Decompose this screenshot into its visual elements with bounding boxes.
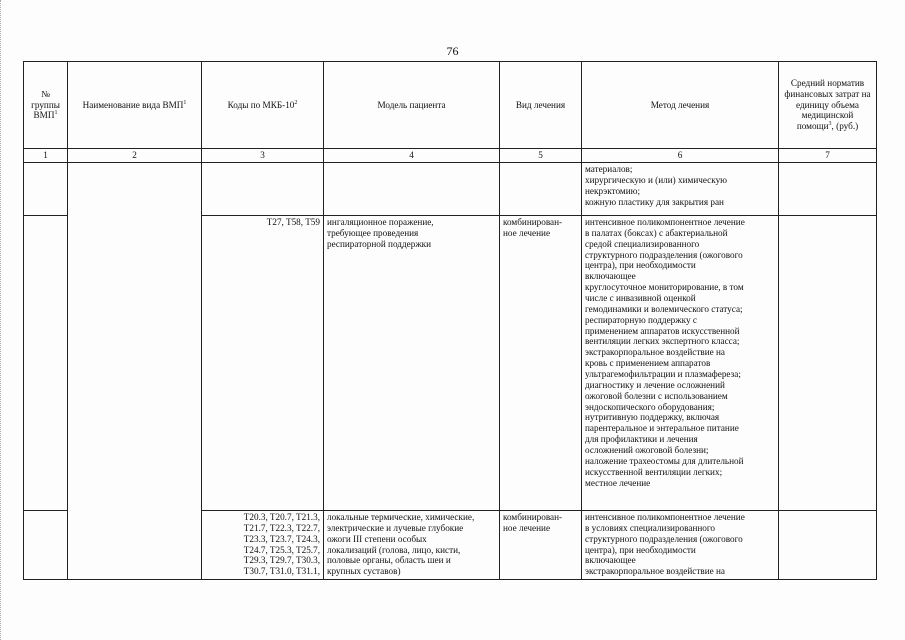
cell-text-line: хирургическую и (или) химическую <box>585 174 728 185</box>
cell-text-line: T20.3, T20.7, T21.3, <box>243 512 320 522</box>
header-patient-model: Модель пациента <box>324 62 500 149</box>
cell-text-line: половые органы, область шеи и <box>327 555 451 566</box>
treatment-type-cell <box>500 511 582 580</box>
cell-text-line: гемодинамики и волемического статуса; <box>585 303 743 314</box>
cell-text-line: в условиях специализированного <box>585 522 716 533</box>
cost-norm-cell <box>779 216 877 511</box>
cell-text-line: диагностику и лечение осложнений <box>585 379 725 390</box>
cell-text-line: осложнений ожоговой болезни; <box>585 445 709 456</box>
cell-text-line: средой специализированного <box>585 238 700 249</box>
cell-text-line: в палатах (боксах) с абактериальной <box>585 227 728 238</box>
cell-text-line: кровь с применением аппаратов <box>585 358 711 369</box>
treatment-method-cell <box>582 163 779 216</box>
cell-text-line: электрические и лучевые глубокие <box>327 522 464 533</box>
group-number-cell <box>24 216 68 511</box>
cell-text-line: экстракорпоральное воздействие на <box>585 566 725 577</box>
cell-text-line: материалов; <box>585 164 633 174</box>
cell-text-line: применением аппаратов искусственной <box>585 325 740 336</box>
cell-text-line: ультрагемофильтрации и плазмафереза; <box>585 369 741 380</box>
cell-text-line: T30.7, T31.0, T31.1, <box>243 566 320 577</box>
patient-model-cell <box>324 216 500 511</box>
header-vmp-name: Наименование вида ВМП$^1$ <box>68 62 202 149</box>
column-number: 2 <box>68 149 202 163</box>
column-number: 1 <box>24 149 68 163</box>
cell-text-line: структурного подразделения (ожогового <box>585 249 743 260</box>
cell-text-line: интенсивное поликомпонентное лечение <box>585 217 745 227</box>
header-treatment-method: Метод лечения <box>582 62 779 149</box>
treatment-method-cell <box>582 511 779 580</box>
cell-text-line: T27, T58, T59 <box>266 217 320 227</box>
cell-text-line: требующее проведения <box>327 227 419 238</box>
cell-text-line: местное лечение <box>585 477 651 488</box>
cell-text-line: искусственной вентиляции легких; <box>585 466 723 477</box>
cell-text-line: парентеральное и энтеральное питание <box>585 423 739 434</box>
header-icd-codes: Коды по МКБ-$10^2$ <box>202 62 324 149</box>
cell-text-line: экстракорпоральное воздействие на <box>585 347 725 358</box>
patient-model-cell <box>324 163 500 216</box>
cell-text-line: ожоги III степени особых <box>327 533 427 544</box>
vmp-name-cell <box>68 163 202 580</box>
header-cost-norm: Средний норматив финансовых затрат на единицу объема медицинской помощи$^3$, (руб.) <box>779 62 877 149</box>
cell-text-line: структурного подразделения (ожогового <box>585 533 743 544</box>
patient-model-cell <box>324 511 500 580</box>
cell-text-line: числе с инвазивной оценкой <box>585 293 696 304</box>
cost-norm-cell <box>779 163 877 216</box>
treatment-type-cell <box>500 163 582 216</box>
cell-text-line: включающее <box>585 271 636 282</box>
cell-text-line: ожоговой болезни с использованием <box>585 390 728 401</box>
column-number-row <box>24 149 877 163</box>
cell-text-line: вентиляции легких экспертного класса; <box>585 336 740 347</box>
cell-text-line: респираторную поддержку с <box>585 314 697 325</box>
cell-text-line: круглосуточное мониторирование, в том <box>585 282 744 293</box>
column-number: 4 <box>324 149 500 163</box>
cell-text-line: T24.7, T25.3, T25.7, <box>243 544 320 555</box>
cell-text-line: для профилактики и лечения <box>585 434 698 445</box>
group-number-cell <box>24 511 68 580</box>
cost-norm-cell <box>779 511 877 580</box>
cell-text-line: респираторной поддержки <box>327 238 432 249</box>
cell-text-line: крупных суставов) <box>327 566 401 577</box>
cell-text-line: локализаций (голова, лицо, кисти, <box>327 544 461 555</box>
icd-codes-cell <box>202 163 324 216</box>
cell-text-line: наложение трахеостомы для длительной <box>585 455 744 466</box>
header-group-number: № группы ВМП$^1$ <box>24 62 68 149</box>
header-treatment-type: Вид лечения <box>500 62 582 149</box>
icd-codes-cell <box>202 216 324 511</box>
page-number: 76 <box>446 44 459 58</box>
cell-text-line: эндоскопического оборудования; <box>585 401 715 412</box>
cell-text-line: кожную пластику для закрытия ран <box>585 196 724 207</box>
cell-text-line: ное лечение <box>503 227 551 238</box>
cell-text-line: некрэктомию; <box>585 185 641 196</box>
scan-edge <box>0 0 5 640</box>
treatment-method-cell <box>582 216 779 511</box>
cell-text-line: центра), при необходимости <box>585 260 696 271</box>
column-number: 3 <box>202 149 324 163</box>
cell-text-line: комбинирован- <box>503 217 563 227</box>
cell-text-line: комбинирован- <box>503 512 563 522</box>
table-row <box>24 163 877 216</box>
column-number: 6 <box>582 149 779 163</box>
header-row <box>24 62 877 149</box>
cell-text-line: T23.3, T23.7, T24.3, <box>243 533 320 544</box>
cell-text-line: включающее <box>585 555 636 566</box>
cell-text-line: интенсивное поликомпонентное лечение <box>585 512 745 522</box>
icd-codes-cell <box>202 511 324 580</box>
cell-text-line: локальные термические, химические, <box>327 512 475 522</box>
column-number: 7 <box>779 149 877 163</box>
group-number-cell <box>24 163 68 216</box>
cell-text-line: центра), при необходимости <box>585 544 696 555</box>
cell-text-line: T21.7, T22.3, T22.7, <box>243 522 320 533</box>
column-number: 5 <box>500 149 582 163</box>
treatment-type-cell <box>500 216 582 511</box>
cell-text-line: T29.3, T29.7, T30.3, <box>243 555 320 566</box>
cell-text-line: ингаляционное поражение, <box>327 217 434 227</box>
cell-text-line: ное лечение <box>503 522 551 533</box>
vmp-table <box>23 61 877 580</box>
cell-text-line: нутритивную поддержку, включая <box>585 412 720 423</box>
